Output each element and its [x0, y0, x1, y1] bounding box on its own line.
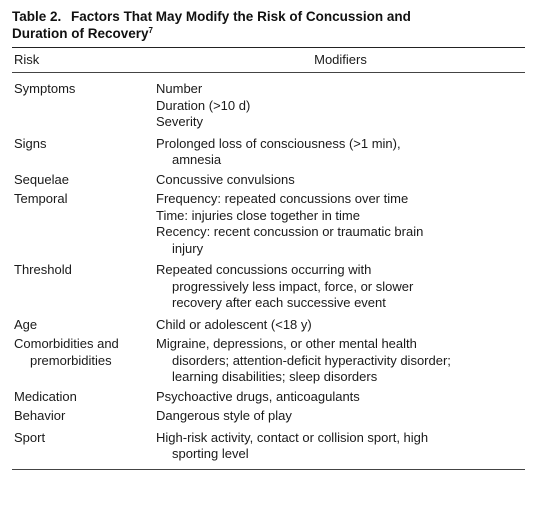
risk-text: Sport: [14, 429, 46, 445]
table-number: Table 2.: [12, 9, 62, 24]
risk-text: Temporal: [14, 191, 68, 206]
risk-cell: [12, 131, 154, 169]
risk-cell: [12, 333, 154, 386]
risk-text: Medication: [14, 388, 77, 404]
modifier-text: recovery after each successive event: [172, 295, 386, 310]
modifier-text: injury: [172, 240, 204, 256]
risk-cell: [12, 169, 154, 189]
risk-text: Comorbidities and: [14, 336, 119, 351]
modifiers-cell: [154, 333, 525, 386]
modifiers-cell: [154, 169, 525, 189]
risk-text: Threshold: [14, 262, 72, 277]
modifier-text: Child or adolescent (<18 y): [156, 316, 312, 332]
modifier-text: Severity: [156, 114, 203, 129]
table-row: [12, 386, 525, 406]
modifier-text: Time: injuries close together in time: [156, 207, 360, 223]
risk-text: Age: [14, 316, 38, 332]
modifier-text: Number: [156, 81, 203, 96]
modifiers-cell: [154, 257, 525, 312]
reference-superscript: 7: [148, 26, 153, 35]
table-row: [12, 405, 525, 425]
modifiers-cell: [154, 425, 525, 469]
risk-cell: [12, 312, 154, 334]
modifiers-cell: [154, 386, 525, 406]
risk-cell: [12, 425, 154, 469]
table-row: [12, 425, 525, 469]
modifier-text: Dangerous style of play: [156, 408, 292, 423]
header-modifiers: Modifiers: [314, 51, 367, 67]
risk-text: premorbidities: [30, 352, 112, 368]
modifier-text: Frequency: repeated concussions over time: [156, 191, 409, 206]
modifiers-cell: [154, 131, 525, 169]
modifiers-cell: [154, 73, 525, 131]
risk-text: Behavior: [14, 408, 66, 423]
table-row: [12, 312, 525, 334]
modifiers-cell: [154, 405, 525, 425]
risk-cell: [12, 386, 154, 406]
table-body: [12, 73, 525, 469]
modifier-text: Psychoactive drugs, anticoagulants: [156, 388, 360, 404]
table-row: [12, 169, 525, 189]
bottom-rule: [12, 469, 525, 470]
table-title-line2: Duration of Recovery: [12, 26, 149, 41]
risk-cell: [12, 405, 154, 425]
modifier-text: Repeated concussions occurring with: [156, 262, 372, 277]
risk-cell: [12, 73, 154, 131]
risk-text: Signs: [14, 135, 47, 151]
table-row: [12, 131, 525, 169]
table-row: [12, 188, 525, 257]
header-risk: Risk: [14, 51, 40, 67]
modifier-text: Concussive convulsions: [156, 171, 295, 187]
table-row: [12, 257, 525, 312]
header-row: [12, 48, 525, 72]
risk-cell: [12, 257, 154, 312]
modifier-text: Migraine, depressions, or other mental health: [156, 336, 417, 351]
table-title-line1: Factors That May Modify the Risk of Concussion and: [71, 9, 411, 24]
risk-text: Symptoms: [14, 81, 76, 96]
modifiers-cell: [154, 188, 525, 257]
modifier-text: Prolonged loss of consciousness (>1 min),: [156, 135, 401, 151]
modifiers-table: [12, 48, 525, 469]
modifiers-cell: [154, 312, 525, 334]
table-title: [12, 8, 525, 42]
modifier-text: Recency: recent concussion or traumatic brain: [156, 224, 424, 239]
table-row: [12, 333, 525, 386]
table-row: [12, 73, 525, 131]
modifier-text: amnesia: [172, 152, 222, 167]
modifier-text: sporting level: [172, 446, 249, 461]
document-page: [12, 8, 525, 470]
modifier-text: High-risk activity, contact or collision sport, high: [156, 429, 429, 445]
risk-cell: [12, 188, 154, 257]
modifier-text: learning disabilities; sleep disorders: [172, 369, 378, 384]
risk-text: Sequelae: [14, 171, 69, 187]
modifier-text: progressively less impact, force, or slower: [172, 278, 414, 294]
modifier-text: disorders; attention-deficit hyperactivity disorder;: [172, 352, 451, 368]
modifier-text: Duration (>10 d): [156, 97, 251, 113]
